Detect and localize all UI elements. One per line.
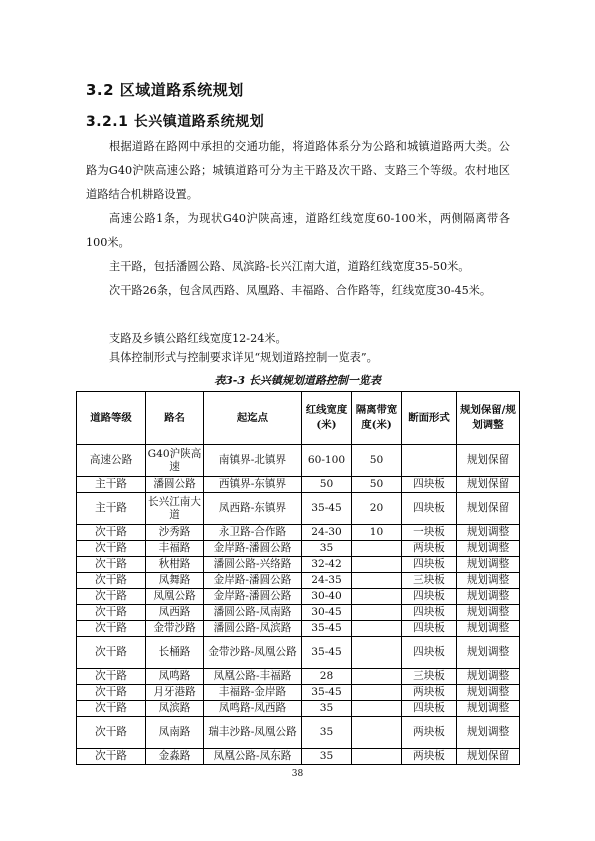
header-red-line-width: 红线宽度(米) [302,392,352,445]
cell-span: 金岸路-潘圆公路 [204,541,302,557]
cell-span: 金带沙路-凤凰公路 [204,637,302,669]
cell-cross-section: 四块板 [402,701,457,717]
header-plan-status: 规划保留/规划调整 [457,392,520,445]
cell-road-level: 次干路 [77,605,146,621]
cell-buffer-width [352,717,402,749]
cell-span: 凤西路-东镇界 [204,493,302,525]
table-row [77,525,520,541]
table-row [77,445,520,477]
cell-red-line-width: 30-40 [302,589,352,605]
cell-red-line-width: 35 [302,717,352,749]
table-row [77,477,520,493]
table-row [77,493,520,525]
table-row [77,557,520,573]
cell-red-line-width: 50 [302,477,352,493]
cell-span: 金岸路-潘圆公路 [204,573,302,589]
cell-road-name: G40沪陕高速 [146,445,204,477]
table-row [77,749,520,765]
cell-red-line-width: 60-100 [302,445,352,477]
table-row [77,541,520,557]
cell-road-level: 主干路 [77,477,146,493]
cell-red-line-width: 28 [302,669,352,685]
cell-cross-section: 四块板 [402,637,457,669]
cell-cross-section: 四块板 [402,493,457,525]
cell-plan-status: 规划调整 [457,621,520,637]
table-row [77,621,520,637]
cell-road-level: 次干路 [77,701,146,717]
cell-buffer-width [352,605,402,621]
cell-buffer-width [352,541,402,557]
paragraph-highway: 高速公路1条，为现状G40沪陕高速，道路红线宽度60-100米，两侧隔离带各100米。 [86,212,510,249]
cell-plan-status: 规划调整 [457,605,520,621]
cell-cross-section: 三块板 [402,573,457,589]
cell-road-name: 丰福路 [146,541,204,557]
paragraph-reference: 具体控制形式与控制要求详见“规划道路控制一览表”。 [109,351,378,364]
table-body [77,445,520,765]
cell-road-name: 金带沙路 [146,621,204,637]
cell-road-name: 金淼路 [146,749,204,765]
cell-plan-status: 规划调整 [457,525,520,541]
cell-road-name: 月牙港路 [146,685,204,701]
cell-span: 南镇界-北镇界 [204,445,302,477]
table-row [77,669,520,685]
cell-plan-status: 规划调整 [457,589,520,605]
page-number: 38 [291,769,304,779]
cell-span: 西镇界-东镇界 [204,477,302,493]
cell-road-name: 凤西路 [146,605,204,621]
cell-buffer-width [352,573,402,589]
road-control-table [76,391,520,765]
cell-cross-section: 四块板 [402,605,457,621]
paragraph-secondary: 次干路26条，包含凤西路、凤凰路、丰福路、合作路等，红线宽度30-45米。 [109,284,492,297]
cell-road-name: 秋柑路 [146,557,204,573]
cell-buffer-width [352,637,402,669]
cell-road-level: 次干路 [77,621,146,637]
cell-road-level: 次干路 [77,589,146,605]
cell-plan-status: 规划保留 [457,477,520,493]
cell-plan-status: 规划调整 [457,669,520,685]
cell-red-line-width: 35-45 [302,621,352,637]
header-span: 起迄点 [204,392,302,445]
cell-buffer-width [352,621,402,637]
cell-road-name: 凤滨路 [146,701,204,717]
paragraph-road-classes: 根据道路在路网中承担的交通功能，将道路体系分为公路和城镇道路两大类。公路为G40沪陕高速公路；城镇道路可分为主干路及次干路、支路三个等级。农村地区道路结合机耕路设置。 [86,140,510,201]
cell-span: 瑞丰沙路-凤凰公路 [204,717,302,749]
cell-span: 丰福路-金岸路 [204,685,302,701]
cell-buffer-width: 50 [352,477,402,493]
cell-span: 潘圆公路-凤南路 [204,605,302,621]
table-row [77,589,520,605]
paragraph-arterial: 主干路，包括潘圆公路、凤滨路-长兴江南大道，道路红线宽度35-50米。 [109,260,470,273]
cell-cross-section [402,445,457,477]
cell-plan-status: 规划调整 [457,717,520,749]
cell-road-level: 高速公路 [77,445,146,477]
subsection-heading: 3.2.1 长兴镇道路系统规划 [86,114,265,130]
cell-plan-status: 规划调整 [457,701,520,717]
cell-road-name: 凤舞路 [146,573,204,589]
cell-road-name: 凤南路 [146,717,204,749]
cell-red-line-width: 35-45 [302,637,352,669]
cell-cross-section: 两块板 [402,717,457,749]
header-road-level: 道路等级 [77,392,146,445]
cell-road-name: 凤凰公路 [146,589,204,605]
cell-road-level: 次干路 [77,669,146,685]
cell-road-name: 潘圆公路 [146,477,204,493]
cell-buffer-width: 20 [352,493,402,525]
cell-plan-status: 规划保留 [457,749,520,765]
table-row [77,685,520,701]
cell-buffer-width [352,589,402,605]
table-row [77,701,520,717]
cell-plan-status: 规划调整 [457,557,520,573]
cell-cross-section: 两块板 [402,749,457,765]
cell-cross-section: 两块板 [402,541,457,557]
cell-buffer-width [352,669,402,685]
cell-cross-section: 四块板 [402,589,457,605]
section-heading: 3.2 区域道路系统规划 [86,81,244,99]
table-header-row [77,392,520,445]
cell-red-line-width: 30-45 [302,605,352,621]
header-road-name: 路名 [146,392,204,445]
cell-buffer-width: 50 [352,445,402,477]
cell-plan-status: 规划调整 [457,685,520,701]
cell-buffer-width [352,701,402,717]
cell-span: 凤凰公路-丰福路 [204,669,302,685]
cell-red-line-width: 32-42 [302,557,352,573]
cell-red-line-width: 35 [302,541,352,557]
cell-road-level: 次干路 [77,749,146,765]
cell-plan-status: 规划保留 [457,445,520,477]
cell-cross-section: 四块板 [402,477,457,493]
cell-road-name: 长兴江南大道 [146,493,204,525]
cell-red-line-width: 35 [302,749,352,765]
cell-buffer-width [352,685,402,701]
cell-cross-section: 四块板 [402,621,457,637]
table-row [77,573,520,589]
cell-buffer-width: 10 [352,525,402,541]
cell-plan-status: 规划调整 [457,541,520,557]
cell-road-level: 次干路 [77,541,146,557]
cell-buffer-width [352,557,402,573]
cell-cross-section: 三块板 [402,669,457,685]
cell-road-name: 凤鸣路 [146,669,204,685]
cell-red-line-width: 35 [302,701,352,717]
cell-road-name: 长桶路 [146,637,204,669]
cell-buffer-width [352,749,402,765]
paragraph-branch: 支路及乡镇公路红线宽度12-24米。 [109,332,287,345]
cell-red-line-width: 24-35 [302,573,352,589]
cell-red-line-width: 35-45 [302,685,352,701]
cell-road-level: 次干路 [77,717,146,749]
table-row [77,637,520,669]
cell-cross-section: 四块板 [402,557,457,573]
cell-plan-status: 规划保留 [457,493,520,525]
header-buffer-width: 隔离带宽度(米) [352,392,402,445]
table-caption: 表3-3 长兴镇规划道路控制一览表 [214,374,381,387]
cell-road-level: 次干路 [77,685,146,701]
cell-cross-section: 一块板 [402,525,457,541]
table-row [77,717,520,749]
cell-span: 凤鸣路-凤西路 [204,701,302,717]
cell-plan-status: 规划调整 [457,637,520,669]
cell-road-level: 次干路 [77,637,146,669]
cell-road-level: 次干路 [77,557,146,573]
cell-span: 潘圆公路-兴络路 [204,557,302,573]
cell-road-level: 次干路 [77,525,146,541]
table-row [77,605,520,621]
cell-span: 潘圆公路-凤滨路 [204,621,302,637]
cell-road-level: 主干路 [77,493,146,525]
cell-road-level: 次干路 [77,573,146,589]
cell-span: 金岸路-潘圆公路 [204,589,302,605]
cell-span: 凤凰公路-凤东路 [204,749,302,765]
cell-red-line-width: 24-30 [302,525,352,541]
cell-plan-status: 规划调整 [457,573,520,589]
cell-cross-section: 两块板 [402,685,457,701]
header-cross-section: 断面形式 [402,392,457,445]
cell-road-name: 沙秀路 [146,525,204,541]
cell-red-line-width: 35-45 [302,493,352,525]
cell-span: 永卫路-合作路 [204,525,302,541]
